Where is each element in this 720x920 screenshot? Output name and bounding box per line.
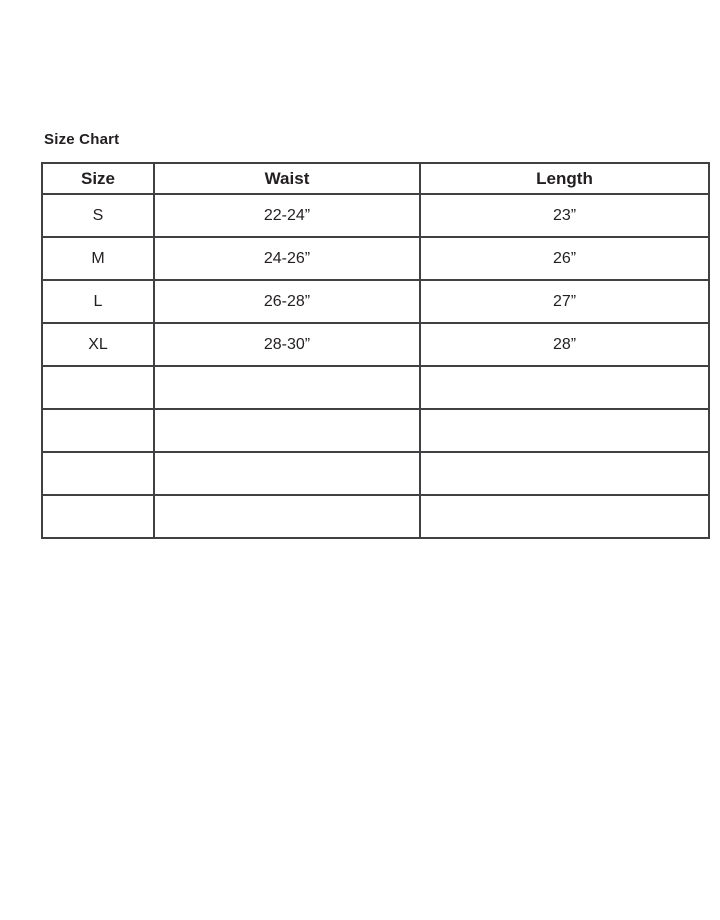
cell-waist (154, 409, 420, 452)
table-row-empty (42, 366, 709, 409)
header-length: Length (420, 163, 709, 194)
cell-length: 27” (420, 280, 709, 323)
cell-size: M (42, 237, 154, 280)
cell-size: S (42, 194, 154, 237)
cell-length (420, 366, 709, 409)
cell-waist: 26-28” (154, 280, 420, 323)
table-row (42, 323, 709, 366)
table-row (42, 237, 709, 280)
cell-waist: 22-24” (154, 194, 420, 237)
cell-size (42, 495, 154, 538)
cell-waist (154, 366, 420, 409)
cell-length: 23” (420, 194, 709, 237)
table-row (42, 280, 709, 323)
table-row (42, 194, 709, 237)
table-row-empty (42, 452, 709, 495)
cell-length: 26” (420, 237, 709, 280)
cell-size: XL (42, 323, 154, 366)
cell-size (42, 452, 154, 495)
cell-length (420, 409, 709, 452)
table-row-empty (42, 495, 709, 538)
cell-length (420, 452, 709, 495)
cell-waist: 24-26” (154, 237, 420, 280)
cell-waist (154, 452, 420, 495)
cell-length: 28” (420, 323, 709, 366)
cell-waist (154, 495, 420, 538)
cell-size (42, 366, 154, 409)
table-row-empty (42, 409, 709, 452)
cell-length (420, 495, 709, 538)
cell-size: L (42, 280, 154, 323)
table-header-row (42, 163, 709, 194)
header-waist: Waist (154, 163, 420, 194)
cell-waist: 28-30” (154, 323, 420, 366)
size-chart-table (41, 162, 710, 539)
page-title: Size Chart (44, 131, 120, 148)
header-size: Size (42, 163, 154, 194)
cell-size (42, 409, 154, 452)
